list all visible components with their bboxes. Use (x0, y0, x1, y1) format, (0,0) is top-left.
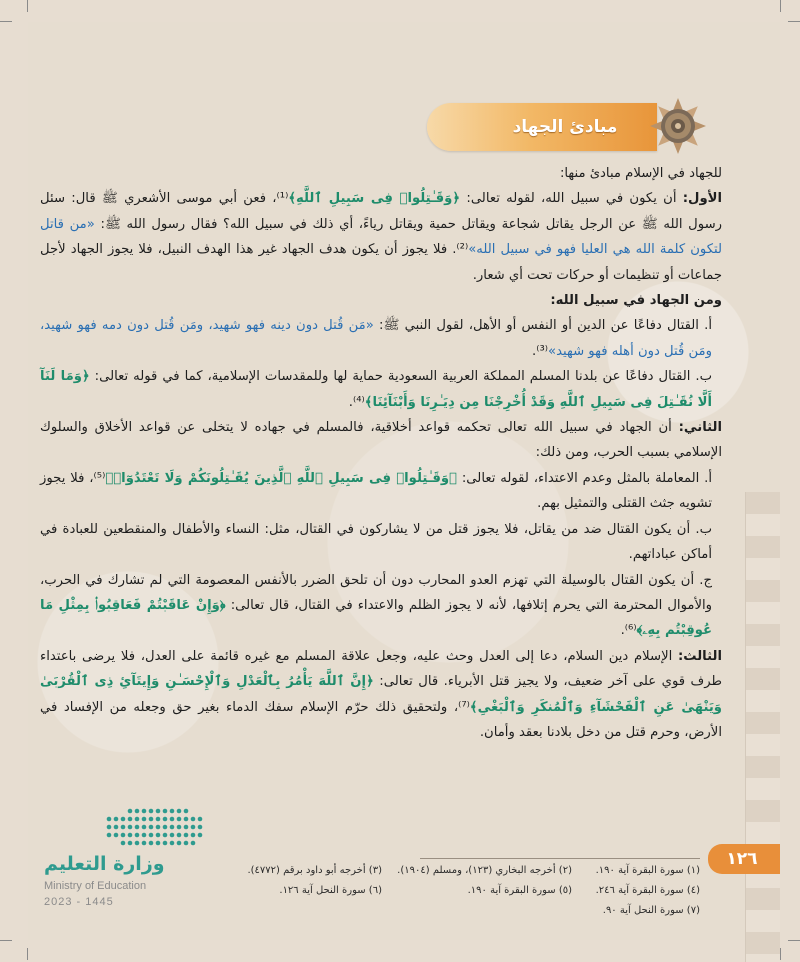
crop-mark (27, 0, 28, 12)
crop-mark (0, 940, 12, 941)
logo-dot (191, 817, 196, 822)
quran-verse: ﴿وَقَـٰتِلُوا۟ فِى سَبِيلِ ٱللَّهِ ٱلَّذِينَ يُقَـٰتِلُونَكُمْ وَلَا تَعْتَدُوٓا۟﴾ (105, 470, 457, 486)
logo-dot (184, 825, 189, 830)
principle-third: الثالث: الإسلام دين السلام، دعا إلى العدل وحث عليه، وجعل علاقة المسلم مع غيره قائمة على العدل، فلا يرضى باعتداء طرف قوي على آخر ضعيف، ولا يجيز قتل الأبرياء. قال تعالى: ﴿إِنَّ ٱللَّهَ يَأْمُرُ بِٱلْعَدْلِ وَٱلْإِحْسَـٰنِ وَإِيتَآئِ ذِى ٱلْقُرْبَىٰ وَيَنْهَىٰ عَنِ ٱلْفَحْشَآءِ وَٱلْمُنكَرِ وَٱلْبَغْىِ﴾⁽⁷⁾، ولتحقيق ذلك حرّم الإسلام سفك الدماء بغير حق وجعله من الإفساد في الأرض، وحرم قتل من دخل بلادنا بعقد وأمان. (40, 648, 722, 740)
logo-dot (114, 817, 119, 822)
logo-dot (170, 833, 175, 838)
subheading-jihad-types: ومن الجهاد في سبيل الله: (550, 293, 722, 309)
footnote: (١) سورة البقرة آية ١٩٠. (595, 865, 700, 876)
ornament-medallion-icon (648, 96, 708, 156)
logo-dot (128, 833, 133, 838)
logo-dot (142, 825, 147, 830)
logo-dot (128, 817, 133, 822)
logo-dot (177, 825, 182, 830)
quran-verse: ﴿وَقَـٰتِلُوا۟ فِى سَبِيلِ ٱللَّهِ﴾ (288, 191, 461, 207)
footnote: (٣) أخرجه أبو داود برقم (٤٧٧٢). (247, 865, 382, 876)
logo-dot (191, 825, 196, 830)
logo-dot (177, 833, 182, 838)
list-item: ج. أن يكون القتال بالوسيلة التي تهزم العدو المحارب دون أن تلحق الضرر بالأنفس المعصومة التي لم تشارك في الحرب، والأموال المحترمة التي يحرم إتلافها، لأنه لا يجوز الظلم والاعتداء في القتال، قال تعالى: ﴿وَإِنْ عَاقَبْتُمْ فَعَاقِبُوا۟ بِمِثْلِ مَا عُوقِبْتُم بِهِۦ﴾⁽⁶⁾. (40, 572, 712, 639)
footnote: (٤) سورة البقرة آية ٢٤٦. (595, 885, 700, 896)
logo-dot (177, 809, 182, 814)
logo-dot (156, 825, 161, 830)
logo-dot (135, 809, 140, 814)
ministry-name-ar: وزارة التعليم (44, 853, 165, 875)
decorative-border (745, 492, 780, 962)
logo-dot (156, 833, 161, 838)
logo-dot (121, 833, 126, 838)
crop-mark (0, 21, 12, 22)
logo-dot (163, 817, 168, 822)
list-item: ب. أن يكون القتال ضد من يقاتل، فلا يجوز قتل من لا يشاركون في القتال، مثل: النساء والأطفال والمنقطعين للعبادة في أماكن عباداتهم. (40, 521, 712, 563)
ministry-name-en: Ministry of Education (44, 880, 147, 892)
logo-dot (198, 817, 203, 822)
footnote: (٢) أخرجه البخاري (١٢٣)، ومسلم (١٩٠٤). (397, 865, 572, 876)
logo-dot (184, 841, 189, 846)
principle-label: الثالث: (678, 648, 722, 664)
logo-dot (128, 841, 133, 846)
hadith-text: «مَن قُتل دون دينه فهو شهيد، ومَن قُتل دون دمه فهو شهيد، ومَن قُتل دون أهله فهو شهيد» (40, 318, 712, 359)
logo-dot (135, 817, 140, 822)
quran-verse: ﴿إِنَّ ٱللَّهَ يَأْمُرُ بِٱلْعَدْلِ وَٱلْإِحْسَـٰنِ وَإِيتَآئِ ذِى ٱلْقُرْبَىٰ وَيَنْهَىٰ عَنِ ٱلْفَحْشَآءِ وَٱلْمُنكَرِ وَٱلْبَغْىِ﴾ (40, 674, 722, 715)
logo-dot (177, 817, 182, 822)
logo-dot (114, 825, 119, 830)
logo-dot (184, 817, 189, 822)
list-item: ب. القتال دفاعًا عن بلدنا المسلم المملكة العربية السعودية حماية لها وللمقدسات الإسلامية، كما في قوله تعالى: ﴿وَمَا لَنَآ أَلَّا نُقَـٰتِلَ فِى سَبِيلِ ٱللَّهِ وَقَدْ أُخْرِجْنَا مِن دِيَـٰرِنَا وَأَبْنَآئِنَا﴾⁽⁴⁾. (40, 369, 712, 410)
logo-dot (198, 833, 203, 838)
footnote-divider (420, 858, 700, 859)
crop-mark (780, 948, 781, 960)
principle-label: الثاني: (678, 420, 722, 436)
logo-dot (149, 825, 154, 830)
ministry-logo-icon (104, 806, 208, 852)
logo-dot (198, 825, 203, 830)
logo-dot (191, 841, 196, 846)
logo-dot (135, 833, 140, 838)
logo-dot (163, 833, 168, 838)
logo-dot (156, 841, 161, 846)
section-title: مبادئ الجهاد (512, 117, 618, 137)
crop-mark (788, 940, 800, 941)
logo-dot (114, 833, 119, 838)
logo-dot (149, 809, 154, 814)
logo-dot (135, 841, 140, 846)
page-number: ١٢٦ (726, 849, 758, 869)
principle-second: الثاني: أن الجهاد في سبيل الله تعالى تحكمه قواعد أخلاقية، فالمسلم في جهاده لا يتخلى عن قواعد الأخلاق والسلوك الإسلامي بسبب الحرب، ومن ذلك: (40, 420, 722, 461)
footnote: (٧) سورة النحل آية ٩٠. (602, 905, 700, 916)
logo-dot (170, 817, 175, 822)
logo-dot (191, 833, 196, 838)
intro-paragraph: للجهاد في الإسلام مبادئ منها: (559, 166, 722, 181)
logo-dot (184, 809, 189, 814)
logo-dot (149, 841, 154, 846)
hadith-text: «من قاتل لتكون كلمة الله هي العليا فهو في سبيل الله» (40, 216, 723, 258)
logo-dot (184, 833, 189, 838)
logo-dot (163, 841, 168, 846)
logo-dot (142, 817, 147, 822)
logo-dot (156, 809, 161, 814)
logo-dot (121, 841, 126, 846)
logo-dot (121, 817, 126, 822)
quran-verse: ﴿وَإِنْ عَاقَبْتُمْ فَعَاقِبُوا۟ بِمِثْلِ مَا عُوقِبْتُم بِهِۦ﴾ (40, 597, 712, 639)
logo-dot (149, 817, 154, 822)
logo-dot (142, 841, 147, 846)
logo-dot (149, 833, 154, 838)
crop-mark (788, 21, 800, 22)
logo-dot (128, 825, 133, 830)
crop-mark (27, 948, 28, 960)
logo-dot (128, 809, 133, 814)
principle-label: الأول: (682, 191, 723, 207)
logo-dot (142, 833, 147, 838)
logo-dot (135, 825, 140, 830)
edition-year: 2023 - 1445 (44, 896, 114, 908)
logo-dot (163, 809, 168, 814)
logo-dot (107, 817, 112, 822)
footnote: (٦) سورة النحل آية ١٢٦. (279, 885, 382, 896)
logo-dot (170, 809, 175, 814)
list-item: أ. القتال دفاعًا عن الدين أو النفس أو الأهل، لقول النبي ﷺ: «مَن قُتل دون دينه فهو شهيد، ومَن قُتل دون دمه فهو شهيد، ومَن قُتل دون أهله فهو شهيد»⁽³⁾. (40, 318, 712, 359)
logo-dot (170, 841, 175, 846)
logo-dot (107, 833, 112, 838)
crop-mark (780, 0, 781, 12)
logo-dot (163, 825, 168, 830)
list-item: أ. المعاملة بالمثل وعدم الاعتداء، لقوله تعالى: ﴿وَقَـٰتِلُوا۟ فِى سَبِيلِ ٱللَّهِ ٱلَّذِينَ يُقَـٰتِلُونَكُمْ وَلَا تَعْتَدُوٓا۟﴾⁽⁵⁾، فلا يجوز تشويه جثث القتلى والتمثيل بهم. (40, 470, 712, 512)
principle-first: الأول: أن يكون في سبيل الله، لقوله تعالى: ﴿وَقَـٰتِلُوا۟ فِى سَبِيلِ ٱللَّهِ﴾⁽¹⁾، فعن أبي موسى الأشعري ﷺ قال: سئل رسول الله ﷺ عن الرجل يقاتل شجاعة ويقاتل حمية ويقاتل رياءً، أي ذلك في سبيل الله؟ فقال رسول الله ﷺ: «من قاتل لتكون كلمة الله هي العليا فهو في سبيل الله»⁽²⁾. فلا يجوز أن يكون هدف الجهاد غير هذا الهدف النبيل، فلا يجوز الجهاد لأجل جماعات أو تنظيمات أو حركات تحت أي شعار. (40, 191, 723, 283)
lesson-body (40, 161, 722, 745)
logo-dot (121, 825, 126, 830)
logo-dot (107, 825, 112, 830)
quran-verse: ﴿وَمَا لَنَآ أَلَّا نُقَـٰتِلَ فِى سَبِيلِ ٱللَّهِ وَقَدْ أُخْرِجْنَا مِن دِيَـٰرِنَا وَأَبْنَآئِنَا﴾ (40, 369, 712, 410)
logo-dot (177, 841, 182, 846)
logo-dot (142, 809, 147, 814)
footnote: (٥) سورة البقرة آية ١٩٠. (467, 885, 572, 896)
logo-dot (156, 817, 161, 822)
logo-dot (170, 825, 175, 830)
